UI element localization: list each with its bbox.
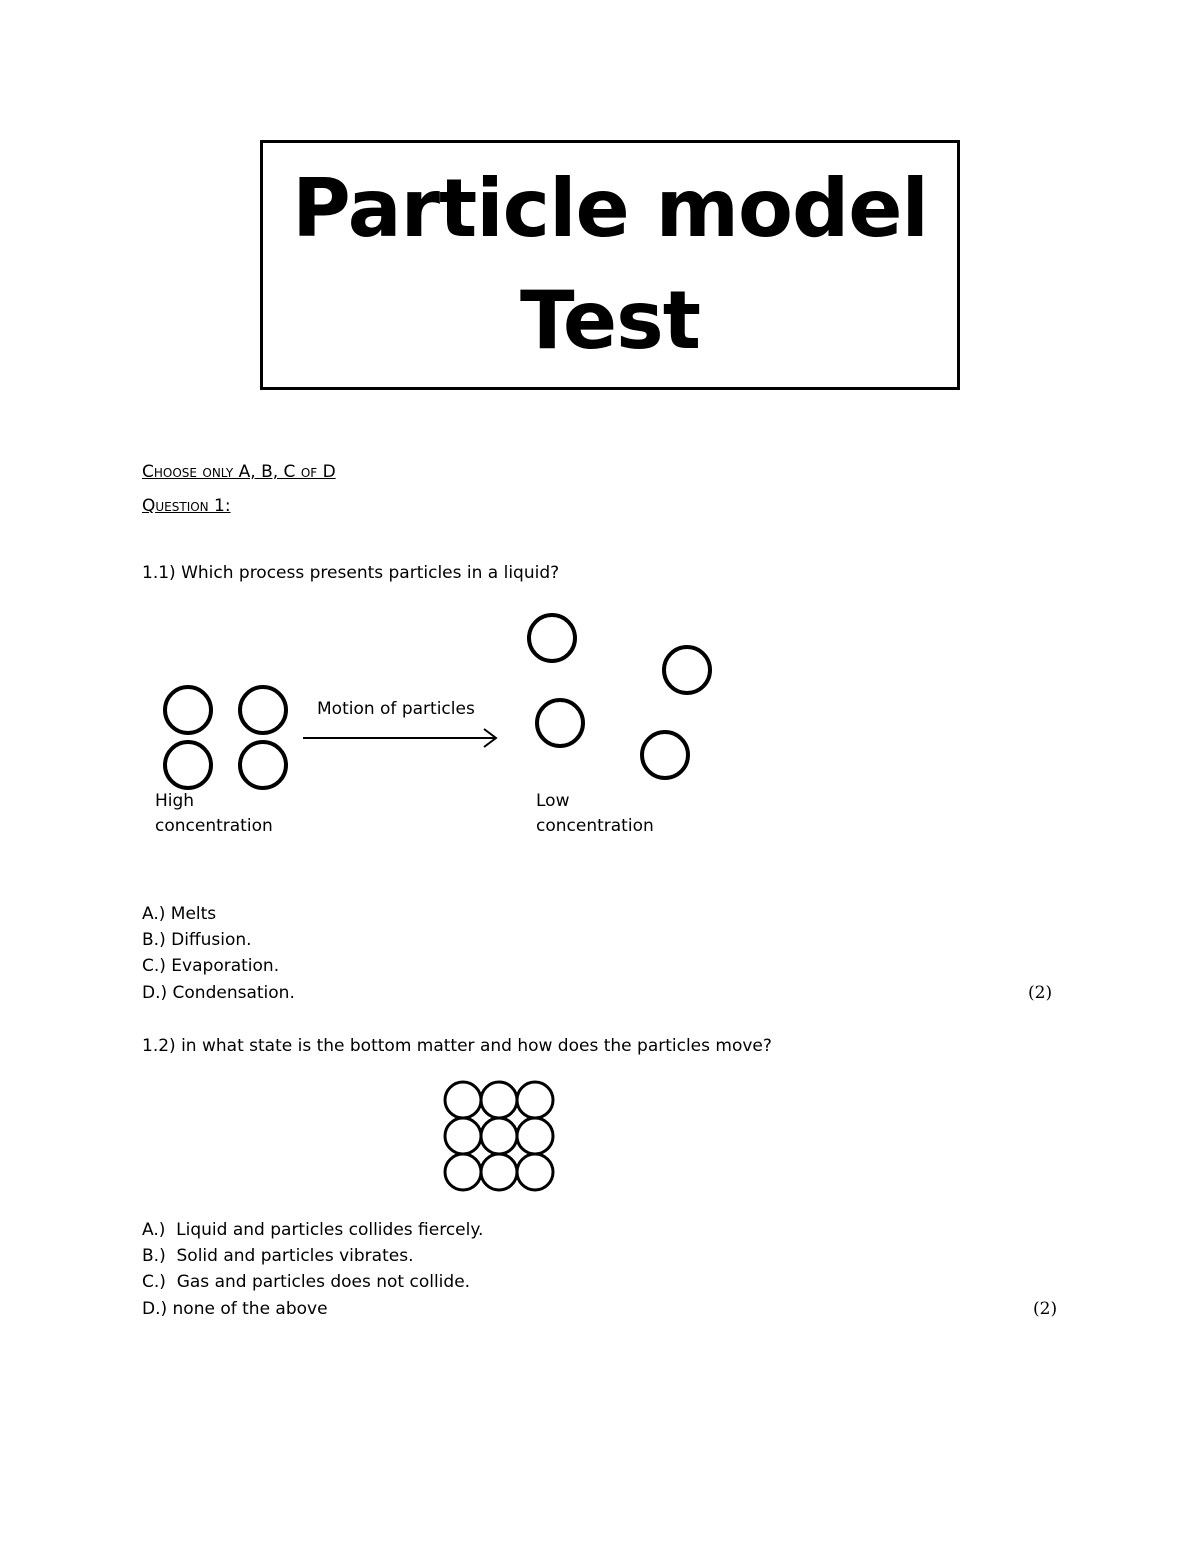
solid-particle — [481, 1154, 517, 1190]
question-1-1: 1.1) Which process presents particles in a liquid? — [142, 563, 560, 583]
question-1-2: 1.2) in what state is the bottom matter and how does the particles move? — [142, 1036, 772, 1056]
high-label-line1: High — [155, 791, 195, 811]
q1-2-marks: (2) — [1033, 1299, 1058, 1319]
arrow-label: Motion of particles — [317, 699, 475, 719]
q1-1-option-a: A.) Melts — [142, 904, 217, 924]
solid-particle — [517, 1082, 553, 1118]
title-line-2: Test — [519, 274, 701, 367]
q1-2-option-a: A.) Liquid and particles collides fiercely. — [142, 1220, 484, 1240]
title-line-1: Particle model — [292, 162, 928, 255]
solid-particle — [481, 1118, 517, 1154]
instructions-heading: Choose only A, B, C of D — [142, 462, 336, 482]
solid-particle — [445, 1082, 481, 1118]
q1-1-option-c: C.) Evaporation. — [142, 956, 280, 976]
q1-1-marks: (2) — [1028, 983, 1053, 1003]
solid-particle — [517, 1118, 553, 1154]
solid-particle — [517, 1154, 553, 1190]
q1-1-option-b: B.) Diffusion. — [142, 930, 252, 950]
low-label-line2: concentration — [536, 816, 654, 836]
solid-particle — [481, 1082, 517, 1118]
q1-2-option-b: B.) Solid and particles vibrates. — [142, 1246, 414, 1266]
question-heading: Question 1: — [142, 496, 231, 516]
low-label-line1: Low — [536, 791, 570, 811]
solid-particle — [445, 1154, 481, 1190]
q1-2-option-d: D.) none of the above — [142, 1299, 328, 1319]
high-label-line2: concentration — [155, 816, 273, 836]
q1-1-option-d: D.) Condensation. — [142, 983, 295, 1003]
q1-2-option-c: C.) Gas and particles does not collide. — [142, 1272, 471, 1292]
solid-particle — [445, 1118, 481, 1154]
